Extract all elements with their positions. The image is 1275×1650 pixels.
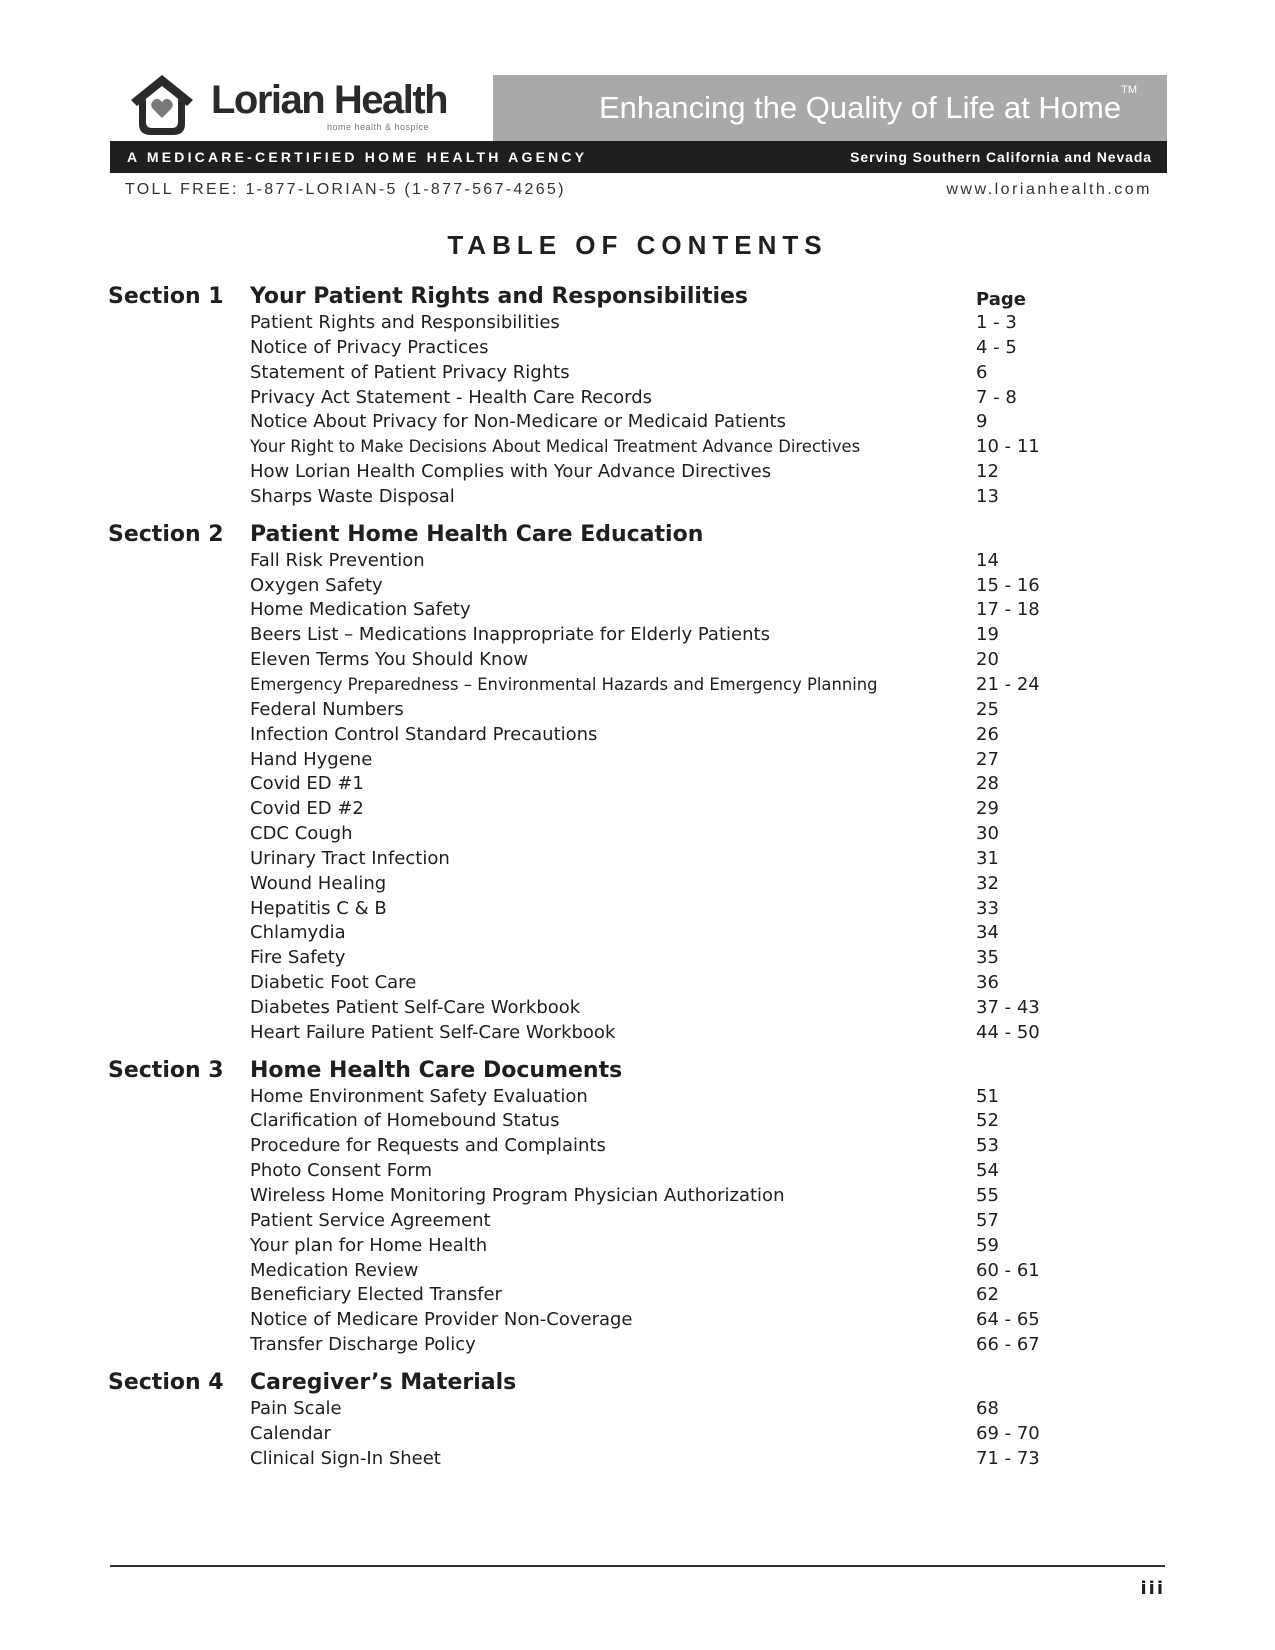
toc-entry[interactable] (108, 1234, 1108, 1259)
entry-page: 19 (976, 624, 999, 646)
entry-page: 12 (976, 461, 999, 483)
entry-title: Patient Rights and Responsibilities (250, 312, 560, 333)
entry-title: Notice of Privacy Practices (250, 336, 489, 358)
section-label: Section 2 (108, 521, 224, 547)
entry-title: Fall Risk Prevention (250, 549, 425, 571)
entry-page: 21 - 24 (976, 673, 1040, 695)
entry-title: Emergency Preparedness – Environmental Hazards and Emergency Planning (250, 674, 878, 694)
toc-entry[interactable] (108, 598, 1108, 623)
entry-page: 33 (976, 897, 999, 919)
contact-row (110, 181, 1167, 203)
toc-entry[interactable] (108, 460, 1108, 485)
entry-title: Hand Hygene (250, 748, 373, 770)
entry-title: Calendar (250, 1422, 331, 1444)
entry-page: 34 (976, 922, 999, 944)
entry-page: 51 (976, 1085, 999, 1107)
section-heading (108, 1370, 1108, 1397)
entry-page: 62 (976, 1284, 999, 1306)
entry-page: 29 (976, 798, 999, 820)
toc-entry[interactable] (108, 847, 1108, 872)
entry-title: How Lorian Health Complies with Your Advance Directives (250, 461, 772, 483)
entry-page: 13 (976, 485, 999, 507)
toc-entry[interactable] (108, 574, 1108, 599)
entry-title: Home Medication Safety (250, 599, 471, 621)
toc-entry[interactable] (108, 648, 1108, 673)
entry-title: Heart Failure Patient Self-Care Workbook (250, 1021, 616, 1043)
entry-page: 31 (976, 847, 999, 869)
entry-page: 28 (976, 773, 999, 795)
entry-page: 59 (976, 1234, 999, 1256)
toc-entry[interactable] (108, 797, 1108, 822)
entry-title: Medication Review (250, 1259, 419, 1281)
entry-page: 69 - 70 (976, 1422, 1040, 1444)
section-title: Caregiver’s Materials (250, 1369, 517, 1395)
toc-entry[interactable] (108, 822, 1108, 847)
entry-title: Infection Control Standard Precautions (250, 723, 598, 745)
page-column-header: Page (976, 289, 1026, 310)
section-label: Section 3 (108, 1057, 224, 1083)
entry-page: 26 (976, 723, 999, 745)
toc-entry[interactable] (108, 1308, 1108, 1333)
toc-entry[interactable] (108, 897, 1108, 922)
toc-entry[interactable] (108, 872, 1108, 897)
toc-entry[interactable] (108, 971, 1108, 996)
entry-page: 71 - 73 (976, 1447, 1040, 1469)
entry-title: Wound Healing (250, 872, 387, 894)
entry-page: 68 (976, 1397, 999, 1419)
section-heading (108, 1058, 1108, 1085)
entry-page: 64 - 65 (976, 1309, 1040, 1331)
entry-title: Notice About Privacy for Non-Medicare or Medicaid Patients (250, 411, 786, 433)
entry-title: Notice of Medicare Provider Non-Coverage (250, 1309, 633, 1331)
toc-entry[interactable] (108, 1209, 1108, 1234)
toc-entry[interactable] (108, 1397, 1108, 1422)
footer-divider (110, 1565, 1165, 1567)
entry-page: 35 (976, 947, 999, 969)
toc-entry[interactable] (108, 921, 1108, 946)
toc-entry[interactable] (108, 698, 1108, 723)
toc-entry[interactable] (108, 1021, 1108, 1046)
entry-title: Your Right to Make Decisions About Medical Treatment Advance Directives (250, 437, 861, 457)
entry-title: Covid ED #2 (250, 798, 364, 820)
entry-title: Home Environment Safety Evaluation (250, 1085, 588, 1107)
toc-section (108, 1058, 1108, 1358)
toc-entry[interactable] (108, 549, 1108, 574)
entry-page: 25 (976, 698, 999, 720)
toc-entry[interactable] (108, 1422, 1108, 1447)
section-title: Patient Home Health Care Education (250, 521, 704, 547)
toc-entry[interactable] (108, 410, 1108, 435)
toc-entry[interactable] (108, 748, 1108, 773)
entry-title: CDC Cough (250, 823, 353, 845)
entry-title: Covid ED #1 (250, 773, 364, 795)
trademark-mark: TM (1121, 84, 1137, 96)
section-label: Section 1 (108, 284, 224, 309)
toc-entry[interactable] (108, 1085, 1108, 1110)
entry-title: Your plan for Home Health (250, 1234, 488, 1256)
entry-title: Sharps Waste Disposal (250, 485, 455, 507)
entry-page: 17 - 18 (976, 599, 1040, 621)
toc-entry[interactable] (108, 772, 1108, 797)
entry-page: 54 (976, 1160, 999, 1182)
entry-title: Urinary Tract Infection (250, 847, 450, 869)
entry-page: 1 - 3 (976, 312, 1017, 333)
entry-title: Beneficiary Elected Transfer (250, 1284, 502, 1306)
entry-page: 20 (976, 649, 999, 671)
toc-entry[interactable] (108, 673, 1108, 698)
toc-section (108, 284, 1108, 510)
agency-bar (110, 141, 1167, 173)
toc-entry[interactable] (108, 623, 1108, 648)
entry-title: Hepatitis C & B (250, 897, 387, 919)
entry-page: 60 - 61 (976, 1259, 1040, 1281)
entry-title: Chlamydia (250, 922, 346, 944)
entry-page: 44 - 50 (976, 1021, 1040, 1043)
toc-entry[interactable] (108, 1134, 1108, 1159)
entry-page: 7 - 8 (976, 386, 1017, 408)
section-title: Home Health Care Documents (250, 1057, 623, 1083)
brand-logo (127, 72, 487, 138)
entry-title: Pain Scale (250, 1397, 342, 1419)
service-area: Serving Southern California and Nevada (850, 149, 1152, 165)
table-of-contents (108, 284, 1108, 1483)
toc-entry[interactable] (108, 435, 1108, 460)
entry-page: 37 - 43 (976, 996, 1040, 1018)
website-link[interactable]: www.lorianhealth.com (946, 181, 1152, 198)
toc-entry[interactable] (108, 361, 1108, 386)
brand-name: Lorian Health (211, 78, 448, 122)
entry-page: 30 (976, 823, 999, 845)
tagline-banner (493, 75, 1167, 141)
entry-title: Privacy Act Statement - Health Care Records (250, 386, 653, 408)
entry-page: 14 (976, 549, 999, 571)
toc-entry[interactable] (108, 1447, 1108, 1472)
entry-page: 55 (976, 1185, 999, 1206)
tagline: Enhancing the Quality of Life at Home (598, 90, 1122, 125)
entry-page: 66 - 67 (976, 1334, 1040, 1356)
entry-page: 9 (976, 411, 988, 433)
entry-page: 10 - 11 (976, 436, 1040, 458)
entry-page: 36 (976, 972, 999, 994)
toc-entry[interactable] (108, 336, 1108, 361)
entry-page: 52 (976, 1110, 999, 1132)
entry-page: 57 (976, 1209, 999, 1231)
section-heading (108, 284, 1108, 311)
entry-title: Wireless Home Monitoring Program Physician Authorization (250, 1185, 785, 1206)
toc-entry[interactable] (108, 1333, 1108, 1358)
toc-entry[interactable] (108, 946, 1108, 971)
page-title: TABLE OF CONTENTS (447, 230, 828, 260)
toc-entry[interactable] (108, 1259, 1108, 1284)
toc-entry[interactable] (108, 1109, 1108, 1134)
entry-title: Clinical Sign-In Sheet (250, 1447, 441, 1469)
entry-page: 27 (976, 748, 999, 770)
entry-page: 53 (976, 1135, 999, 1157)
entry-title: Photo Consent Form (250, 1160, 433, 1182)
entry-title: Eleven Terms You Should Know (250, 649, 529, 671)
section-label: Section 4 (108, 1369, 224, 1395)
toc-entry[interactable] (108, 1283, 1108, 1308)
agency-line: A MEDICARE-CERTIFIED HOME HEALTH AGENCY (127, 149, 588, 165)
entry-title: Patient Service Agreement (250, 1209, 491, 1231)
entry-title: Procedure for Requests and Complaints (250, 1135, 606, 1157)
brand-subtitle: home health & hospice (327, 122, 430, 132)
entry-page: 15 - 16 (976, 574, 1040, 596)
toc-entry[interactable] (108, 485, 1108, 510)
toc-entry[interactable] (108, 723, 1108, 748)
entry-title: Federal Numbers (250, 698, 404, 720)
toc-section (108, 522, 1108, 1046)
toll-free-number: TOLL FREE: 1-877-LORIAN-5 (1-877-567-4265) (125, 181, 566, 198)
toc-section (108, 1370, 1108, 1472)
entry-title: Beers List – Medications Inappropriate for Elderly Patients (250, 624, 770, 646)
entry-title: Clarification of Homebound Status (250, 1110, 560, 1132)
entry-title: Statement of Patient Privacy Rights (250, 361, 570, 383)
section-heading (108, 522, 1108, 549)
toc-entry[interactable] (108, 311, 1108, 336)
toc-entry[interactable] (108, 996, 1108, 1021)
house-heart-icon (127, 72, 197, 138)
entry-page: 6 (976, 361, 988, 383)
toc-entry[interactable] (108, 386, 1108, 411)
entry-page: 4 - 5 (976, 336, 1017, 358)
toc-entry[interactable] (108, 1159, 1108, 1184)
toc-entry[interactable] (108, 1184, 1108, 1209)
entry-title: Oxygen Safety (250, 574, 383, 596)
entry-title: Diabetes Patient Self-Care Workbook (250, 996, 581, 1018)
entry-title: Diabetic Foot Care (250, 972, 417, 994)
page-number: iii (1140, 1578, 1165, 1599)
entry-page: 32 (976, 872, 999, 894)
entry-title: Fire Safety (250, 947, 346, 969)
entry-title: Transfer Discharge Policy (250, 1334, 476, 1356)
section-title: Your Patient Rights and Responsibilities (250, 284, 749, 309)
